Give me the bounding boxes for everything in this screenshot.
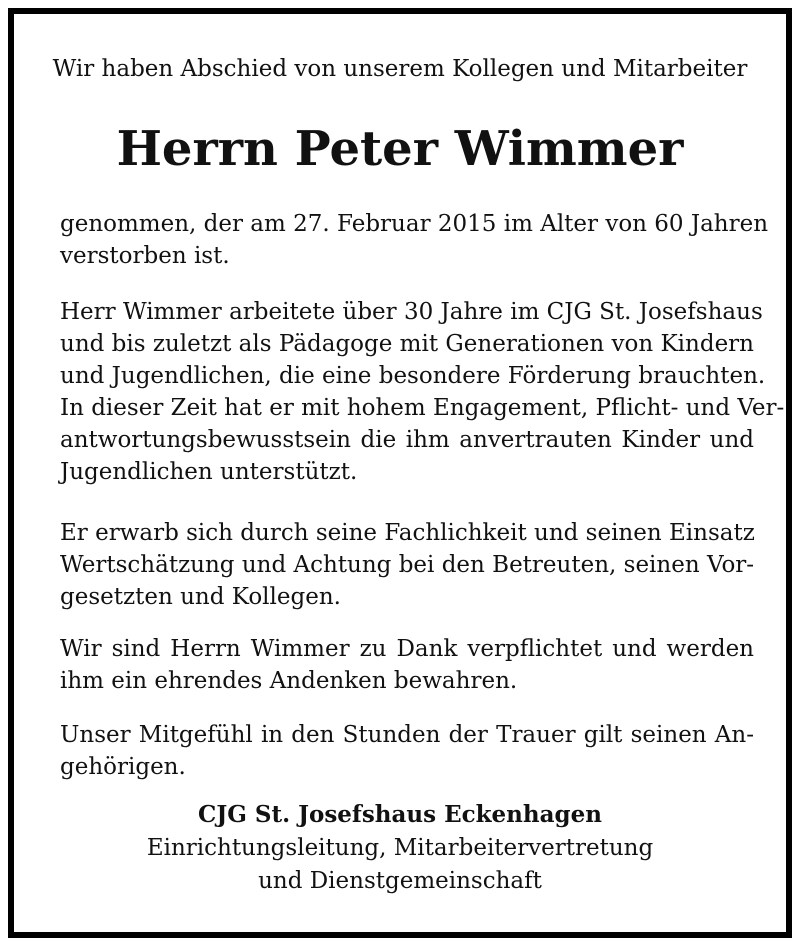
paragraph-line: Wir sind Herrn Wimmer zu Dank verpflichtet und werden — [60, 636, 754, 662]
signature-line: und Dienstgemeinschaft — [258, 868, 542, 894]
paragraph-line: Unser Mitgefühl in den Stunden der Trauer gilt seinen An- — [60, 722, 754, 748]
paragraph-line: verstorben ist. — [60, 243, 230, 269]
deceased-name: Herrn Peter Wimmer — [116, 121, 684, 177]
paragraph-appreciation — [60, 517, 754, 613]
paragraph-line: gehörigen. — [60, 754, 186, 780]
signature-line: Einrichtungsleitung, Mitarbeitervertretung — [146, 835, 654, 861]
paragraph-line: ihm ein ehrendes Andenken bewahren. — [60, 668, 518, 694]
paragraph-line: und Jugendlichen, die eine besondere Förderung brauchten. — [60, 363, 766, 389]
paragraph-line: Jugendlichen unterstützt. — [60, 459, 358, 485]
paragraph-death-notice — [60, 208, 769, 272]
paragraph-line: Wertschätzung und Achtung bei den Betreuten, seinen Vor- — [60, 552, 755, 578]
paragraph-line: Herr Wimmer arbeitete über 30 Jahre im CJG St. Josefshaus — [60, 299, 763, 325]
paragraph-line: gesetzten und Kollegen. — [60, 584, 341, 610]
paragraph-line: Er erwarb sich durch seine Fachlichkeit und seinen Einsatz — [60, 520, 755, 546]
intro-line: Wir haben Abschied von unserem Kollegen und Mitarbeiter — [52, 56, 748, 82]
paragraph-gratitude — [60, 633, 754, 697]
paragraph-career — [60, 296, 785, 488]
paragraph-line: genommen, der am 27. Februar 2015 im Alter von 60 Jahren — [60, 211, 769, 237]
paragraph-condolence — [60, 719, 754, 783]
paragraph-line: In dieser Zeit hat er mit hohem Engagement, Pflicht- und Ver- — [60, 395, 785, 421]
paragraph-line: antwortungsbewusstsein die ihm anvertrauten Kinder und — [60, 427, 754, 453]
obituary-notice — [8, 8, 792, 938]
signature-organization: CJG St. Josefshaus Eckenhagen — [198, 801, 602, 828]
paragraph-line: und bis zuletzt als Pädagoge mit Generationen von Kindern — [60, 331, 754, 357]
